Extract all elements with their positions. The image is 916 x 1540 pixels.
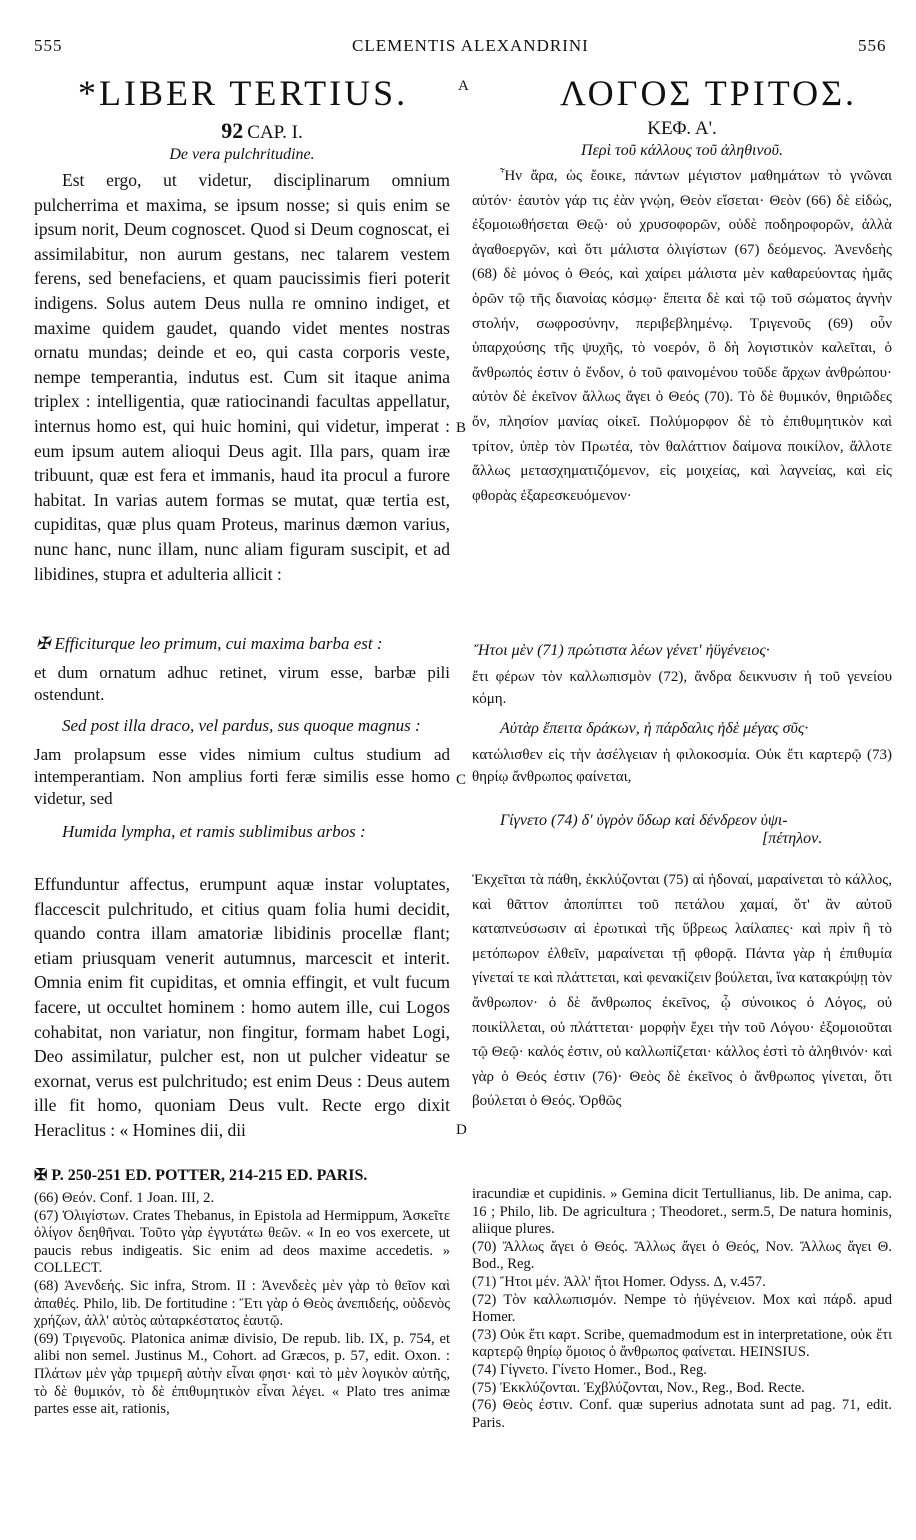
latin-paragraph: Effunduntur affectus, erumpunt aquæ instar voluptates, flaccescit pulchritudo, et citius quam folia humi decidit, quando contra illam amatoriæ libidinis procellæ flant; etiam priusquam venerit autumnus, marcescit et interit. Omnia enim fit cupiditas, et omnia effingit, et vult fucum facere, ut occultet hominem : homo autem ille, cui Logos cohabitat, non variatur, non fingitur, formam habet Logi, Deo assimilatur, pulcher est, non ut pulcher videatur se exornat, verus est pulchritudo; est enim Deus : Deus autem ille fit homo, quoniam Deus vult. Recte ergo dixit Heraclitus : « Homines dii, dii	[34, 874, 450, 1140]
margin-letter-c: C	[456, 772, 467, 788]
latin-chapter-heading: CAP. I.	[247, 122, 303, 143]
footnote: (66) Θεόν. Conf. 1 Joan. III, 2.	[34, 1190, 215, 1206]
footnote: (72) Τὸν καλλωπισμόν. Nempe τὸ ἠϋγένειον. Mox καὶ πάρδ. apud Homer.	[472, 1291, 892, 1326]
footnote: iracundiæ et cupidinis. » Gemina dicit Tertullianus, lib. De anima, cap. 16 ; Philo, lib. De agricultura ; Theodoret., serm.5, De natura hominis, aliique plures.	[472, 1186, 892, 1238]
greek-chapter-heading: ΚΕΦ. Α'.	[647, 118, 717, 139]
latin-book-title: *LIBER TERTIUS.	[78, 73, 409, 113]
footnotes-left	[34, 1190, 450, 1510]
footnote: (67) Ὀλιγίστων. Crates Thebanus, in Epistola ad Hermippum, Ἀσκεῖτε ὀλίγον δεηθῆναι. Τοῦτο γὰρ ἐγγυτάτω θεῶν. « In eo vos exercete, ut paucis rebus indigeatis. Sic enim ad deos maxime accedetis. » COLLECT.	[34, 1207, 450, 1277]
latin-verse: ✠ Efficiturque leo primum, cui maxima barba est :	[36, 634, 383, 653]
greek-paragraph: Ἐκχεῖται τὰ πάθη, ἐκκλύζονται (75) αἱ ἡδοναί, μαραίνεται τὸ κάλλος, καὶ θᾶττον ἀποπίπτει τοῦ πετάλου χαμαί, ὅτ' ἂν αὐτοῦ καταπνεύσωσιν αἱ ἐρωτικαὶ τῆς ὕβρεως λαίλαπες· καὶ πρὶν ἢ τὸ μετόπωρον ἐλθεῖν, μαραίνεται τῇ φθορᾷ. Πάντα γὰρ ἡ ἐπιθυμία γίνεταί τε καὶ πλάττεται, καὶ φενακίζειν βούλεται, ἵνα κατακρύψῃ τὸν ἄνθρωπον· ὁ δὲ ἄνθρωπος ἐκεῖνος, ᾧ σύνοικος ὁ Λόγος, οὐ ποικίλλεται, οὐ πλάττεται· μορφὴν ἔχει τὴν τοῦ Λόγου· ἐξομοιοῦται τῷ Θεῷ· καλός ἐστιν, οὐ καλλωπίζεται· κάλλος ἐστὶ τὸ ἀληθινόν· καὶ γὰρ ὁ Θεός ἐστιν (76)· Θεὸς δὲ ἐκεῖνος ὁ ἄνθρωπος γίνεται, ὅτι βούλεται ὁ Θεός. Ὀρθῶς	[472, 872, 892, 1110]
chapter-number: 92	[221, 118, 244, 143]
margin-letter-a: A	[458, 78, 469, 94]
running-title: CLEMENTIS ALEXANDRINI	[352, 36, 589, 55]
margin-letter-d: D	[456, 1122, 467, 1138]
right-page-number: 556	[858, 36, 887, 55]
left-page-number: 555	[34, 36, 63, 55]
footnote: (68) Ἀνενδεής. Sic infra, Strom. II : Ἀνενδεὲς μὲν γὰρ τὸ θεῖον καὶ ἀπαθές. Philo, lib. De fortitudine : Ἔτι γὰρ ὁ Θεὸς ἀνεπιδεής, οὐδενὸς χρήζων, ἀλλ' αὐτὸς αὐταρκέστατος ἑαυτῷ.	[34, 1277, 450, 1330]
greek-verse: Αὐτὰρ ἔπειτα δράκων, ἠ πάρδαλις ἠδὲ μέγας σῦς·	[500, 720, 809, 737]
footnote: (73) Οὐκ ἔτι καρτ. Scribe, quemadmodum est in interpretatione, οὐκ ἔτι καρτερῷ θηρίῳ ὅμοιος ὁ ἄνθρωπος φαίνεται. HEINSIUS.	[472, 1326, 892, 1361]
greek-chapter-subtitle: Περὶ τοῦ κάλλους τοῦ ἀληθινοῦ.	[581, 142, 783, 159]
latin-paragraph: Est ergo, ut videtur, disciplinarum omnium pulcherrima et maxima, se ipsum nosse; si quis enim se ipsum norit, Deum cognoscet. Quod si Deum cognoscat, ei assimilabitur, non aurum gestans, nec talarem vestem ferens, sed benefaciens, et quam paucissimis fieri poterit indigens. Solus autem Deus nulla re omnino indiget, et maxime quidem gaudet, quando videt mentes nostras ornatu mundas; deinde et eo, qui casta corporis veste, nempe temperantia, indutus est. Cum sit itaque anima triplex : intelligentia, quæ ratiocinandi facultas appellatur, internus homo est, qui huic homini, qui videtur, imperat : eum ipsum autem alioqui Deus agit. Illa pars, quam iræ tribuunt, quæ est fera et immanis, haud ita procul a furore habitat. In varias autem formas se mutat, quæ tertia est, cupiditas, quæ plus quam Proteus, marinus dæmon varius, nunc hanc, nunc illam, nunc aliam figuram suscipit, et ad libidines, stupra et adulteria allicit :	[34, 170, 450, 584]
footnotes-right	[472, 1186, 892, 1510]
greek-paragraph: Ἦν ἄρα, ὡς ἔοικε, πάντων μέγιστον μαθημάτων τὸ γνῶναι αὑτόν· ἑαυτὸν γάρ τις ἐὰν γνῴη, Θεὸν εἴσεται· Θεὸν (66) δὲ εἰδώς, ἐξομοιωθήσεται Θεῷ· οὐ χρυσοφορῶν, οὐδὲ ποδηροφορῶν, ἀλλὰ ἀγαθοεργῶν, καὶ ὅτι μάλιστα ὀλιγίστων (67) δεόμενος. Ἀνενδεὴς (68) δὲ μόνος ὁ Θεός, καὶ χαίρει μάλιστα μὲν καθαρεύοντας ἡμᾶς ὁρῶν τῷ τῆς διανοίας κόσμῳ· ἔπειτα δὲ καὶ τῷ τοῦ σώματος ἁγνὴν στολήν, σωφροσύνην, περιβεβλημένῳ. Τριγενοῦς (69) οὖν ὑπαρχούσης τῆς ψυχῆς, τὸ νοερόν, ὃ δὴ λογιστικὸν καλεῖται, ὁ ἄνθρωπός ἐστιν ὁ ἔνδον, ὁ τοῦ φαινομένου τοῦδε ἄρχων ἀνθρώπου· αὐτὸν δὲ ἐκεῖνον ἄλλως ἄγει ὁ Θεός (70). Τὸ δὲ θυμικόν, θηριῶδες ὄν, πλησίον μανίας οἰκεῖ. Πολύμορφον δὲ τὸ ἐπιθυμητικὸν καὶ τρίτον, ὑπὲρ τὸν Πρωτέα, τὸν θαλάττιον δαίμονα ποικίλον, ἄλλοτε ἄλλως μετασχηματιζόμενον, εἰς μοιχείας, καὶ λαγνείας, καὶ εἰς φθορὰς ἐξαρεσκευόμενον·	[472, 168, 892, 504]
latin-verse: Sed post illa draco, vel pardus, sus quoque magnus :	[62, 716, 421, 735]
footnote: (74) Γίγνετο. Γίνετο Homer., Bod., Reg.	[472, 1361, 707, 1378]
greek-paragraph: ἔτι φέρων τὸν καλλωπισμὸν (72), ἄνδρα δεικνυσιν ἡ τοῦ γενείου κόμη.	[472, 669, 892, 707]
margin-letter-b: B	[456, 420, 467, 436]
footnote: (71) Ἤτοι μέν. Ἀλλ' ἤτοι Homer. Odyss. Δ, v.457.	[472, 1273, 766, 1290]
latin-column	[34, 118, 450, 622]
greek-paragraph: κατώλισθεν εἰς τὴν ἀσέλγειαν ἡ φιλοκοσμία. Οὐκ ἔτι καρτερῷ (73) θηρίῳ ἄνθρωπος φαίνεται,	[472, 747, 892, 785]
footnote: (75) Ἐκκλύζονται. Ἐχβλύζονται, Nov., Reg., Bod. Recte.	[472, 1379, 805, 1396]
latin-paragraph: et dum ornatum adhuc retinet, virum esse, barbæ pili ostendunt.	[34, 663, 450, 704]
footnote: (76) Θεὸς ἐστιν. Conf. quæ superius adnotata sunt ad pag. 71, edit. Paris.	[472, 1397, 892, 1431]
latin-verse: Humida lympha, et ramis sublimibus arbos :	[62, 822, 366, 841]
greek-column	[472, 118, 892, 594]
latin-paragraph: Jam prolapsum esse vides nimium cultus studium ad intemperantiam. Non amplius forti feræ similis esse homo videtur, sed	[34, 745, 450, 808]
footnote: (69) Τριγενοῦς. Platonica animæ divisio, De repub. lib. IX, p. 754, et alibi non semel. Justinus M., Cohort. ad Græcos, p. 57, edit. Oxon. : Πλάτων μὲν γὰρ τριμερῆ αὐτὴν εἶναι φησι· καὶ τὸ μὲν λογικὸν αὐτῆς, τὸ δὲ θυμικόν, τὸ δὲ ἐπιθυμητικὸν εἶναι λέγει. « Plato tres animæ partes esse ait, rationis,	[34, 1330, 450, 1418]
greek-verse: Ἤτοι μὲν (71) πρώτιστα λέων γένετ' ἠϋγένειος·	[474, 642, 770, 659]
footnote: (70) Ἄλλως ἄγει ὁ Θεός. Ἄλλως ἄγει ὁ Θεός, Nov. Ἄλλως ἄγει Θ. Bod., Reg.	[472, 1238, 892, 1273]
greek-verse: [πέτηλον.	[762, 830, 823, 847]
edition-reference: ✠ P. 250-251 ED. POTTER, 214-215 ED. PARIS.	[34, 1167, 368, 1184]
greek-verse: Γίγνετο (74) δ' ὑγρὸν ὕδωρ καὶ δένδρεον ὑψι-	[500, 812, 788, 829]
greek-book-title: ΛΟΓΟΣ ΤΡΙΤΟΣ.	[560, 73, 858, 113]
latin-chapter-subtitle: De vera pulchritudine.	[169, 146, 315, 163]
